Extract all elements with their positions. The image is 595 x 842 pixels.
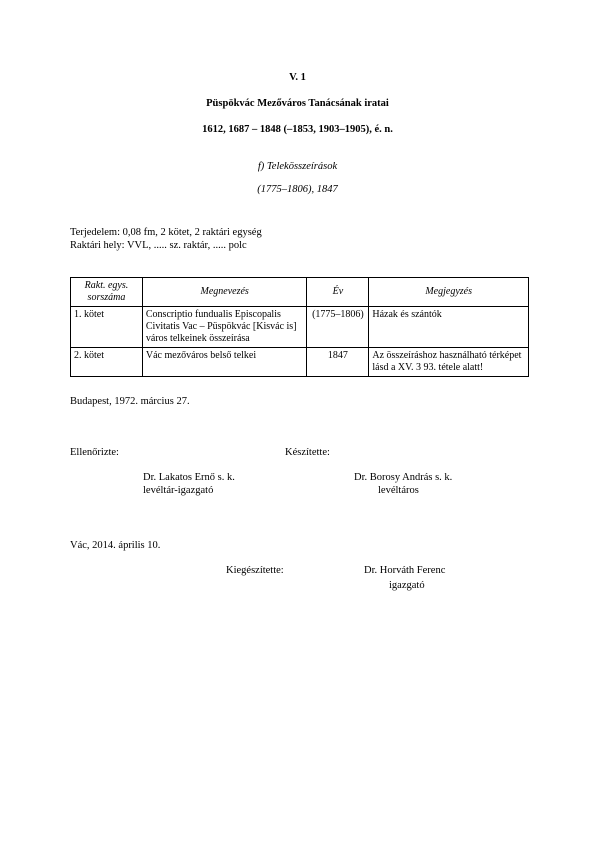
supplemented-label: Kiegészítette: — [226, 565, 284, 576]
section-number: V. 1 — [289, 72, 306, 83]
checked-label: Ellenőrizte: — [70, 447, 119, 458]
cell-note: Házak és szántók — [369, 307, 529, 348]
cell-name: Conscriptio fundualis Episcopalis Civitatis Vac – Püspökvác [Kisvác is] város telkeinek összeírása — [142, 307, 307, 348]
checker-name: Dr. Lakatos Ernő s. k. — [143, 472, 235, 483]
preparer-title: levéltáros — [378, 485, 419, 496]
inventory-table — [70, 277, 529, 377]
place-date-1972: Budapest, 1972. március 27. — [70, 396, 190, 407]
subsection-dates: (1775–1806), 1847 — [257, 184, 338, 195]
cell-note: Az összeíráshoz használható térképet lásd a XV. 3 93. tétele alatt! — [369, 348, 529, 377]
cell-year: (1775–1806) — [307, 307, 369, 348]
table-row — [71, 348, 529, 377]
cell-unit: 1. kötet — [71, 307, 143, 348]
header-name: Megnevezés — [142, 278, 307, 307]
header-note: Megjegyzés — [369, 278, 529, 307]
header-year: Év — [307, 278, 369, 307]
header-unit-line1: Rakt. egys. — [84, 280, 129, 291]
extent-size: Terjedelem: 0,08 fm, 2 kötet, 2 raktári egység — [70, 227, 262, 238]
cell-year: 1847 — [307, 348, 369, 377]
place-date-2014: Vác, 2014. április 10. — [70, 540, 161, 551]
document-title: Püspökvác Mezőváros Tanácsának iratai — [206, 98, 389, 109]
cell-unit: 2. kötet — [71, 348, 143, 377]
storage-location: Raktári hely: VVL, ..... sz. raktár, ..... polc — [70, 240, 247, 251]
table-row — [71, 307, 529, 348]
prepared-label: Készítette: — [285, 447, 330, 458]
header-unit — [71, 278, 143, 307]
document-dates: 1612, 1687 – 1848 (–1853, 1903–1905), é. n. — [202, 124, 393, 135]
supplementer-name: Dr. Horváth Ferenc — [364, 565, 446, 576]
preparer-name: Dr. Borosy András s. k. — [354, 472, 453, 483]
header-unit-line2: sorszáma — [87, 292, 126, 303]
table-header-row — [71, 278, 529, 307]
checker-title: levéltár-igazgató — [143, 485, 214, 496]
cell-name: Vác mezőváros belső telkei — [142, 348, 307, 377]
subsection-title: f) Telekösszeírások — [257, 161, 338, 172]
supplementer-title: igazgató — [389, 580, 425, 591]
